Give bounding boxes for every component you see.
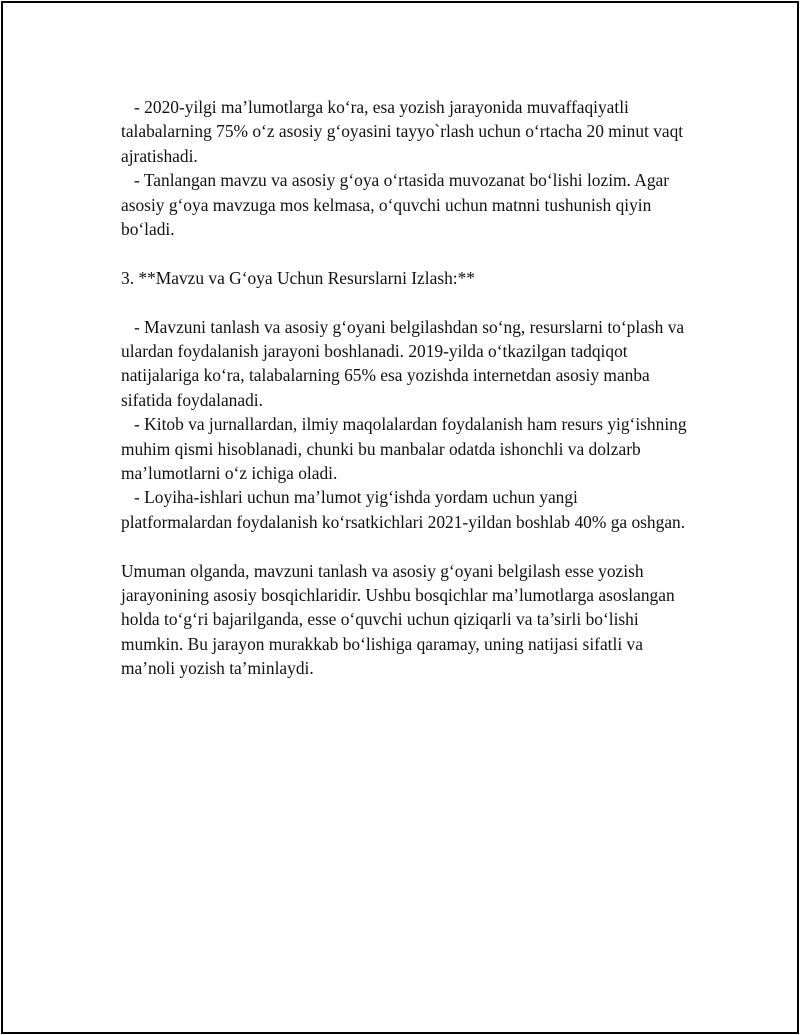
bullet-paragraph-balance: - Tanlangan mavzu va asosiy g‘oya o‘rtasida muvozanat bo‘lishi lozim. Agar asosiy g‘oya mavzuga mos kelmasa, o‘quvchi uchun matnni tushunish qiyin bo‘ladi.: [121, 170, 674, 240]
bullet-paragraph-platforms-stat: - Loyiha-ishlari uchun ma’lumot yig‘ishda yordam uchun yangi platformalardan foydalanish ko‘rsatkichlari 2021-yildan boshlab 40% ga oshgan.: [121, 487, 686, 532]
paragraph-gap: [121, 241, 691, 265]
bullet-paragraph-internet-stat: - Mavzuni tanlash va asosiy g‘oyani belgilashdan so‘ng, resurslarni to‘plash va ulardan foydalanish jarayoni boshlanadi. 2019-yilda o‘tkazilgan tadqiqot natijalariga ko‘ra, talabalarning 65% esa yozishda internetdan asosiy manba sifatida foydalanadi.: [121, 316, 689, 410]
paragraph-gap: [121, 534, 691, 558]
bullet-paragraph-books-journals: - Kitob va jurnallardan, ilmiy maqolalardan foydalanish ham resurs yig‘ishning muhim qismi hisoblanadi, chunki bu manbalar odatda ishonchli va dolzarb ma’lumotlarni o‘z ichiga oladi.: [121, 414, 691, 484]
bullet-paragraph-time-stat: - 2020-yilgi ma’lumotlarga ko‘ra, esa yozish jarayonida muvaffaqiyatli talabalarning 75% o‘z asosiy g‘oyasini tayyo`rlash uchun o‘rtacha 20 minut vaqt ajratishadi.: [121, 97, 688, 166]
conclusion-paragraph: Umuman olganda, mavzuni tanlash va asosiy g‘oyani belgilash esse yozish jarayonining asosiy bosqichlaridir. Ushbu bosqichlar ma’lumotlarga asoslangan holda to‘g‘ri bajarilganda, esse o‘quvchi uchun qiziqarli va ta’sirli bo‘lishi mumkin. Bu jarayon murakkab bo‘lishiga qaramay, uning natijasi sifatli va ma’noli yozish ta’minlaydi.: [121, 560, 680, 679]
paragraph-gap: [121, 290, 691, 314]
document-body: [121, 95, 691, 681]
page-frame: [1, 1, 799, 1034]
section-heading-resources: 3. **Mavzu va G‘oya Uchun Resurslarni Izlash:**: [121, 267, 476, 288]
